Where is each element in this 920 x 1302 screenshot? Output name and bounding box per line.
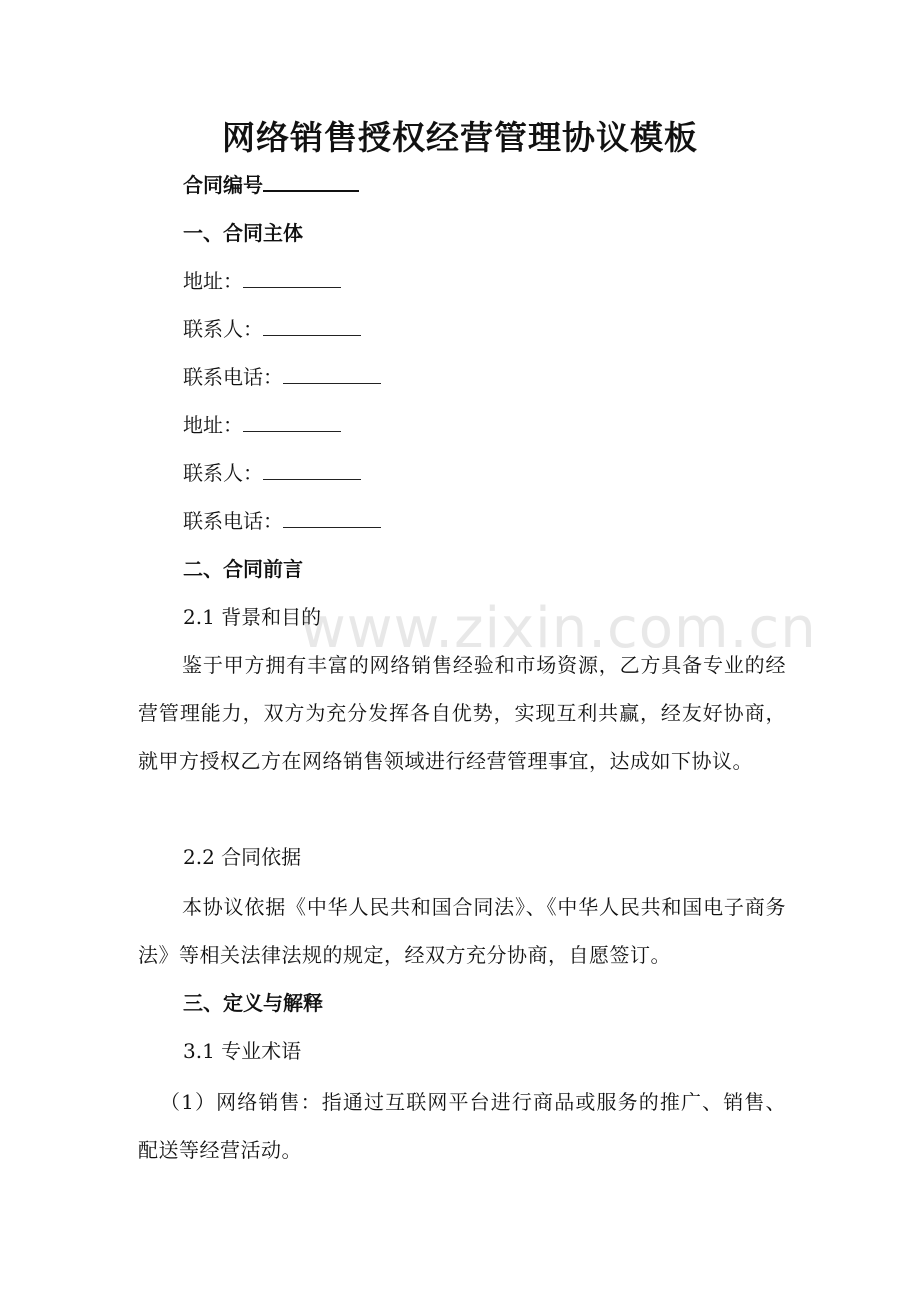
subsection-2-1-title: 2.1 背景和目的 <box>183 605 322 629</box>
phone-blank <box>283 509 381 528</box>
party-a-contact-line <box>183 314 361 344</box>
phone-label: 联系电话： <box>183 365 283 389</box>
subsection-2-2-text: 本协议依据《中华人民共和国合同法》、《中华人民共和国电子商务法》等相关法律法规的规定，经双方充分协商，自愿签订。 <box>138 895 786 967</box>
document-title: 网络销售授权经营管理协议模板 <box>222 118 698 157</box>
subsection-3-1-title: 3.1 专业术语 <box>183 1039 302 1063</box>
contract-number-blank <box>263 172 359 192</box>
section-1-heading: 一、合同主体 <box>183 221 303 245</box>
party-b-phone-line <box>183 506 381 536</box>
contract-number-line <box>183 170 359 200</box>
party-a-phone-line <box>183 362 381 392</box>
contact-blank <box>263 317 361 336</box>
subsection-2-1-text: 鉴于甲方拥有丰富的网络销售经验和市场资源，乙方具备专业的经营管理能力，双方为充分发挥各自优势，实现互利共赢，经友好协商，就甲方授权乙方在网络销售领域进行经营管理事宜，达成如下协议。 <box>138 653 786 773</box>
party-b-address-line <box>183 410 341 440</box>
address-blank <box>243 269 341 288</box>
term-item-1: （1）网络销售：指通过互联网平台进行商品或服务的推广、销售、配送等经营活动。 <box>138 1090 786 1162</box>
contact-label: 联系人： <box>183 317 263 341</box>
address-label: 地址： <box>183 413 243 437</box>
address-label: 地址： <box>183 269 243 293</box>
section-2-heading: 二、合同前言 <box>183 557 303 581</box>
contract-number-label: 合同编号 <box>183 173 263 197</box>
section-3-heading: 三、定义与解释 <box>183 991 323 1015</box>
subsection-2-2-title: 2.2 合同依据 <box>183 845 302 869</box>
contact-blank <box>263 461 361 480</box>
party-b-contact-line <box>183 458 361 488</box>
address-blank <box>243 413 341 432</box>
watermark: www.zixin.com.cn <box>300 596 817 661</box>
contact-label: 联系人： <box>183 461 263 485</box>
phone-label: 联系电话： <box>183 509 283 533</box>
party-a-address-line <box>183 266 341 296</box>
phone-blank <box>283 365 381 384</box>
